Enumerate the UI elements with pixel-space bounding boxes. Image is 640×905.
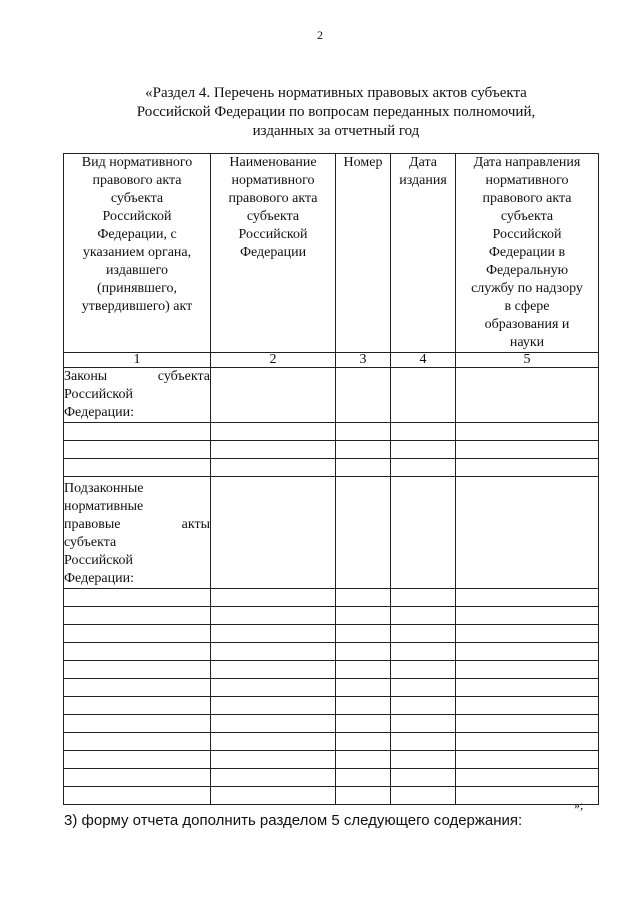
- header-number: Номер: [336, 154, 391, 353]
- closing-quote: »;: [574, 798, 584, 812]
- column-number: 4: [391, 353, 456, 368]
- title-line: Российской Федерации по вопросам переданных полномочий,: [136, 104, 536, 120]
- table-row: [64, 733, 599, 751]
- header-row: [64, 154, 599, 353]
- table-row: [64, 459, 599, 477]
- column-number: 5: [456, 353, 599, 368]
- table-row: [64, 643, 599, 661]
- table-row: [64, 715, 599, 733]
- section-row-bylaws: [64, 477, 599, 589]
- table-row: [64, 661, 599, 679]
- table-row: [64, 751, 599, 769]
- table-row: [64, 441, 599, 459]
- table-row: [64, 787, 599, 805]
- table-row: [64, 589, 599, 607]
- header-act-type: Вид нормативного правового акта субъекта Российской Федерации, с указанием органа, издавшего (принявшего, утвердившего) акт: [64, 154, 211, 353]
- section-row-laws: [64, 368, 599, 423]
- column-number: 1: [64, 353, 211, 368]
- table-row: [64, 625, 599, 643]
- page-number: 2: [317, 28, 323, 42]
- table-row: [64, 607, 599, 625]
- column-number: 2: [211, 353, 336, 368]
- instruction-text: 3) форму отчета дополнить разделом 5 следующего содержания:: [64, 812, 523, 829]
- section-title: [96, 84, 576, 141]
- table-row: [64, 697, 599, 715]
- column-number: 3: [336, 353, 391, 368]
- table-row: [64, 679, 599, 697]
- header-issue-date: Дата издания: [391, 154, 456, 353]
- column-number-row: [64, 353, 599, 368]
- header-act-name: Наименование нормативного правового акта субъекта Российской Федерации: [211, 154, 336, 353]
- section-bylaws-label: Подзаконные нормативные правовые акты субъекта Российской Федерации:: [64, 477, 211, 589]
- section-laws-label: Законы субъекта Российской Федерации:: [64, 368, 211, 423]
- title-line: изданных за отчетный год: [252, 123, 420, 139]
- table-row: [64, 769, 599, 787]
- title-line: «Раздел 4. Перечень нормативных правовых актов субъекта: [145, 85, 527, 101]
- table-row: [64, 423, 599, 441]
- header-send-date: Дата направления нормативного правового акта субъекта Российской Федерации в Федеральную службу по надзору в сфере образования и науки: [456, 154, 599, 353]
- acts-table: [63, 153, 599, 805]
